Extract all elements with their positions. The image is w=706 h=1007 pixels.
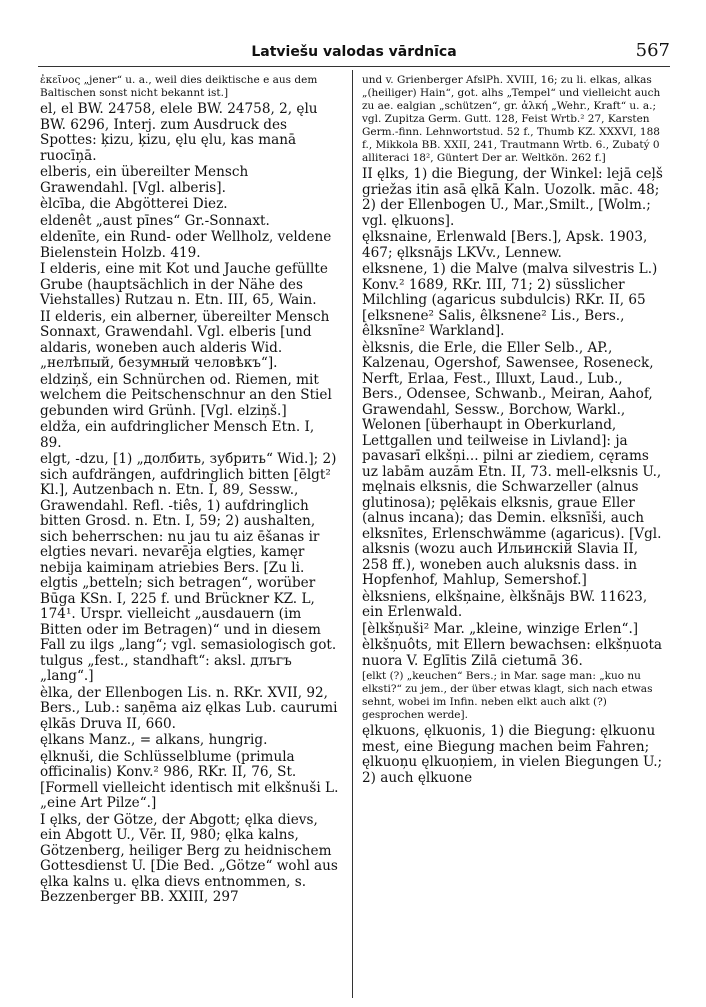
dictionary-entry: I ęlks, der Götze, der Abgott; ęlka dievs, ein Abgott U., Vēr. II, 980; ęlka kalns, Götzenberg, heiliger Berg zu heidnischem Gottesdienst U. [Die Bed. „Götze“ wohl aus ęlka kalns u. ęlka dievs entnommen, s. Bezzenberger BB. XXIII, 297 bbox=[40, 811, 338, 905]
dictionary-entry: èlcība, die Abgötterei Diez. bbox=[40, 196, 228, 212]
dictionary-entry: èlksnis, die Erle, die Eller Selb., AP., Kalzenau, Ogershof, Sawensee, Roseneck, Nerft, Erlaa, Fest., Illuxt, Laud., Lub., Bers., Odensee, Schwanb., Meiran, Aahof, Grawendahl, Sessw., Borchow, Warkl., Welonen [überhaupt in Oberkurland, Lettgallen und teilweise in Livland]: ja pavasarī elkšņi... pilni ar ziediem, cęrams uz labām auzām Etn. II, 73. mell-elksnis U., męlnais elksnis, die Schwarzeller (alnus glutinosa); pęlēkais elksnis, graue Eller (alnus incana); das Demin. elksnīši, auch elksnītes, Erlenschwämme (agaricus). [Vgl. alksnis (wozu auch Ильинскій Slavia II, 258 ff.), woneben auch aluksnis dass. in Hopfenhof, Mahlup, Semershof.] bbox=[362, 339, 662, 588]
dictionary-entry: el, el BW. 24758, elele BW. 24758, 2, ęlu BW. 6296, Interj. zum Ausdruck des Spottes: ķizu, ķizu, ęlu ęlu, kas manā ruocīņā. bbox=[40, 101, 318, 164]
dictionary-entry: elgt, -dzu, [1) „долбить, зубрить“ Wid.]; 2) sich aufdrängen, aufdringlich bitten [ēlgt² Kl.], Autzenbach n. Etn. I, 89, Sessw., Grawendahl. Refl. -tiês, 1) aufdringlich bitten Grosd. n. Etn. I, 59; 2) aushalten, sich beherrschen: nu jau tu aiz ēšanas ir elgties nevari. nevarēja elgties, kamęr nebija kaimiņam atriebies Bers. [Zu li. elgtis „betteln; sich betragen“, worüber Būga KSn. I, 225 f. und Brückner KZ. L, 174¹. Urspr. vielleicht „ausdauern (im Bitten oder im Betragen)“ und in diesem Fall zu ilgs „lang“; vgl. semasiologisch got. tulgus „fest., standhaft“: aksl. длъгъ „lang“.] bbox=[40, 451, 337, 684]
dictionary-entry: elberis, ein übereilter Mensch Grawendahl. [Vgl. alberis]. bbox=[40, 164, 249, 196]
dictionary-entry: eldenêt „aust pīnes“ Gr.-Sonnaxt. bbox=[40, 212, 270, 229]
dictionary-entry: ἐκεῖνος „jener“ u. a., weil dies deiktische e aus dem Baltischen sonst nicht bekannt ist.] bbox=[40, 74, 318, 99]
dictionary-entry: ęlknuši, die Schlüsselblume (primula officinalis) Konv.² 986, RKr. II, 76, St. [Formell vielleicht identisch mit elkšnuši L. „eine Art Pilze“.] bbox=[40, 748, 339, 811]
dictionary-entry: èlkšņuôts, mit Ellern bewachsen: elkšņuota nuora V. Eglītis Zilā cietumā 36. bbox=[362, 637, 663, 669]
dictionary-entry: ęlkans Manz., = alkans, hungrig. bbox=[40, 732, 268, 748]
dictionary-entry: ęlksnaine, Erlenwald [Bers.], Apsk. 1903, 467; ęlksnājs LKVv., Lennew. bbox=[362, 229, 648, 261]
dictionary-entry: I elderis, eine mit Kot und Jauche gefüllte Grube (hauptsächlich in der Nähe des Viehstalles) Rutzau n. Etn. III, 65, Wain. bbox=[40, 261, 328, 308]
header-rule bbox=[38, 66, 670, 67]
dictionary-entry: eldenīte, ein Rund- oder Wellholz, veldene Bielenstein Holzb. 419. bbox=[40, 229, 332, 261]
dictionary-entry: und v. Grienberger AfslPh. XVIII, 16; zu li. elkas, alkas „(heiliger) Hain“, got. alhs „Tempel“ und vielleicht auch zu ae. ealgian „schützen“, gr. ἀλκή „Wehr., Kraft“ u. a.; vgl. Zupitza Germ. Gutt. 128, Feist Wrtb.² 27, Karsten Germ.-finn. Lehnwortstud. 52 f., Thumb KZ. XXXVI, 188 f., Mikkola BB. XXII, 241, Trautmann Wrtb. 6., Zubatý 0 alliteraci 18², Güntert Der ar. Weltkön. 262 f.] bbox=[362, 74, 661, 164]
dictionary-entry: [èlkšņuši² Mar. „kleine, winzige Erlen“.] bbox=[362, 620, 639, 637]
dictionary-entry: èlksniens, elkšņaine, èlkšnājs BW. 11623, ein Erlenwald. bbox=[362, 588, 648, 620]
dictionary-entry: èlka, der Ellenbogen Lis. n. RKr. XVII, 92, Bers., Lub.: saņēma aiz ęlkas Lub. caurumi ęlkās Druva II, 660. bbox=[40, 684, 338, 732]
dictionary-entry: eldziņš, ein Schnürchen od. Riemen, mit welchem die Peitschenschnur an den Stiel gebunden wird Grünh. [Vgl. elziņš.] bbox=[40, 371, 332, 419]
dictionary-entry: elksnene, 1) die Malve (malva silvestris L.) Konv.² 1689, RKr. III, 71; 2) süsslicher Milchling (agaricus subdulcis) RKr. II, 65 [elksnene² Salis, êlksnene² Lis., Bers., êlksnīne² Warkland]. bbox=[362, 261, 658, 339]
column-divider bbox=[352, 70, 353, 998]
dictionary-entry: II ęlks, 1) die Biegung, der Winkel: lejā ceļš griežas itin asā ęlkā Kaln. Uozolk. māc. 48; 2) der Ellenbogen U., Mar.,Smilt., [Wolm.; vgl. ęlkuons]. bbox=[362, 166, 663, 229]
dictionary-entry: [elkt (?) „keuchen“ Bers.; in Mar. sage man: „kuo nu elksti?“ zu jem., der über etwas klagt, sich nach etwas sehnt, wobei im Infin. neben elkt auch alkt (?) gesprochen werde]. bbox=[362, 670, 653, 721]
dictionary-entry: II elderis, ein alberner, übereilter Mensch Sonnaxt, Grawendahl. Vgl. elberis [und aldaris, woneben auch alderis Wid. „нелѣпый, безумный человѣкъ“]. bbox=[40, 308, 330, 371]
running-title: Latviešu valodas vārdnīca bbox=[251, 44, 457, 60]
page-header bbox=[38, 30, 670, 70]
dictionary-entry: ęlkuons, ęlkuonis, 1) die Biegung: ęlkuonu mest, eine Biegung machen beim Fahren; ęlkuoņu ęlkuoņiem, in vielen Biegungen U.; 2) auch ęlkuone bbox=[362, 723, 663, 786]
right-column bbox=[362, 74, 664, 787]
page-number: 567 bbox=[635, 40, 670, 61]
dictionary-entry: eldža, ein aufdringlicher Mensch Etn. I, 89. bbox=[40, 419, 315, 451]
left-column bbox=[40, 74, 340, 907]
